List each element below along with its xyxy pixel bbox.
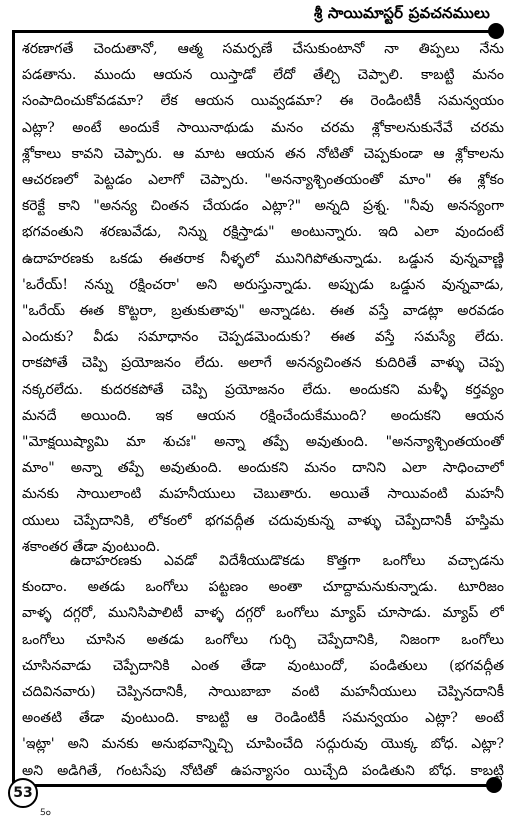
text-line: అని అడిగితే, గంటసేపు నోటితో ఉపన్యాసం యిచ్చేది పండితుని బోధ. కాబట్టి — [22, 762, 504, 779]
text-line: ఎందుకు? వీడు సమాధానం చెప్పడమెందుకు? ఈత వస్తే సమస్యే లేదు. — [22, 329, 504, 346]
text-line: చూసినవాడు చెప్పేదానికి ఎంత తేడా వుంటుందో, పండితులు (భగవద్గీత — [22, 657, 504, 674]
text-line: రాకపోతే చెప్పి ప్రయోజనం లేదు. అలాగే అనన్యచింతన కుదిరితే వాళ్ళు చెప్ప — [22, 355, 504, 372]
bottom-border-rule — [12, 784, 494, 787]
text-line: పడతాను. ముందు ఆయన యిస్తాడో లేదో తేల్చి చెప్పాలి. కాబట్టి మనం — [22, 67, 504, 84]
text-line: భగవంతుని శరణువేడు, నిన్ను రక్షిస్తాడు" అంటున్నారు. ఇది ఎలా వుందంటే — [22, 224, 504, 241]
text-line: ఉదాహరణకు ఒకడు ఈతరాక నీళ్ళలో మునిగిపోతున్నాడు. ఒడ్డున వున్నవాణ్ణి — [22, 250, 504, 267]
text-line: చదివినవారు) చెప్పినదానికీ, సాయిబాబా వంటి మహనీయులు చెప్పినదానికీ — [22, 684, 504, 701]
text-line: ఎట్లా? అంటే అందుకే సాయినాథుడు మనం చరమ శ్లోకాలనుకునేవే చరమ — [22, 119, 504, 136]
text-line: మనదే అయింది. ఇక ఆయన రక్షించేందుకేముంది? అందుకని ఆయన — [22, 407, 504, 424]
text-line: మాం" అన్నా తప్పే అవుతుంది. అందుకని మనం దానిని ఎలా సాధించాలో — [22, 460, 504, 477]
running-header: శ్రీ సాయిమాస్టర్ ప్రవచనములు — [313, 4, 490, 22]
left-border-rule — [12, 30, 15, 786]
text-line: నక్కరలేదు. కుదరకపోతే చెప్పి ప్రయోజనం లేదు. అందుకని మళ్ళీ కర్తవ్యం — [22, 381, 504, 398]
text-line: ఒంగోలు చూసిన అతడు ఒంగోలు గుర్చి చెప్పేదానికి, నిజంగా ఒంగోలు — [22, 631, 504, 648]
text-line: "ఒరేయ్ ఈత కొట్టరా, బ్రతుకుతావు" అన్నాడట. ఈత వస్తే వాడట్లా అరవడం — [22, 303, 504, 320]
text-line: యులు చెప్పేదానికి, లోకంలో భగవద్గీత చదువుకున్న వాళ్ళు చెప్పేదానికీ హస్తిమ — [22, 512, 504, 529]
text-line: ఉదాహరణకు ఎవడో విదేశీయుడొకడు కొత్తగా ఒంగోలు వచ్చాడను — [70, 553, 504, 569]
text-line: 'ఒరేయ్! నన్ను రక్షించరా' అని అరుస్తున్నాడు. అప్పుడు ఒడ్డున వున్నవాడు, — [22, 276, 504, 293]
paragraph-1 — [22, 36, 504, 560]
text-line: శరణాగతే చెందుతానో, ఆత్మ సమర్పణే చేసుకుంటానో నా తిప్పలు నేను — [22, 41, 504, 57]
paragraph-2 — [22, 548, 504, 784]
text-line: శ్లోకాలు కావని చెప్పారు. ఆ మాట ఆయన తన నోటితో చెప్పకుండా ఆ శ్లోకాలను — [22, 145, 504, 162]
top-border-rule — [12, 30, 494, 33]
text-line: మనకు సాయిలాంటి మహనీయులు చెబుతారు. అయితే సాయివంటి మహనీ — [22, 486, 504, 503]
text-line: 'ఇట్లా' అని మనకు అనుభవాన్నిచ్చి చూపించేది సద్గురువు యొక్క బోధ. ఎట్లా? — [22, 736, 504, 753]
text-line: శకాంతర తేడా వుంటుంది. — [22, 538, 161, 555]
margin-handwritten-mark: 5ం — [40, 807, 51, 818]
text-line: అంతటి తేడా వుంటుంది. కాబట్టి ఆ రెండింటికీ సమన్వయం ఎట్లా? అంటే — [22, 710, 504, 727]
text-line: సంపాదించుకోవడమా? లేక ఆయన యివ్వడమా? ఈ రెండింటికీ సమన్వయం — [22, 93, 504, 110]
text-line: కుందాం. అతడు ఒంగోలు పట్టణం అంతా చూద్దామనుకున్నాడు. టూరిజం — [22, 579, 504, 596]
text-line: వాళ్ళ దగ్గరో, మునిసిపాలిటీ వాళ్ళ దగ్గరో ఒంగోలు మ్యాప్ చూసాడు. మ్యాప్ లో — [22, 605, 504, 622]
text-line: ఆచరణలో పెట్టడం ఎలాగో చెప్పారు. "అనన్యాశ్చింతయంతో మాం" ఈ శ్లోకం — [22, 172, 504, 189]
text-line: "మోక్షయిష్యామి మా శుచః" అన్నా తప్పే అవుతుంది. "అనన్యాశ్చింతయంతో — [22, 434, 504, 451]
page-number-badge: 53 — [8, 778, 38, 808]
text-line: కరెక్టే కాని "అనన్య చింతన చేయడం ఎట్లా?" అన్నది ప్రశ్న. "నీవు అనన్యంగా — [22, 198, 504, 215]
